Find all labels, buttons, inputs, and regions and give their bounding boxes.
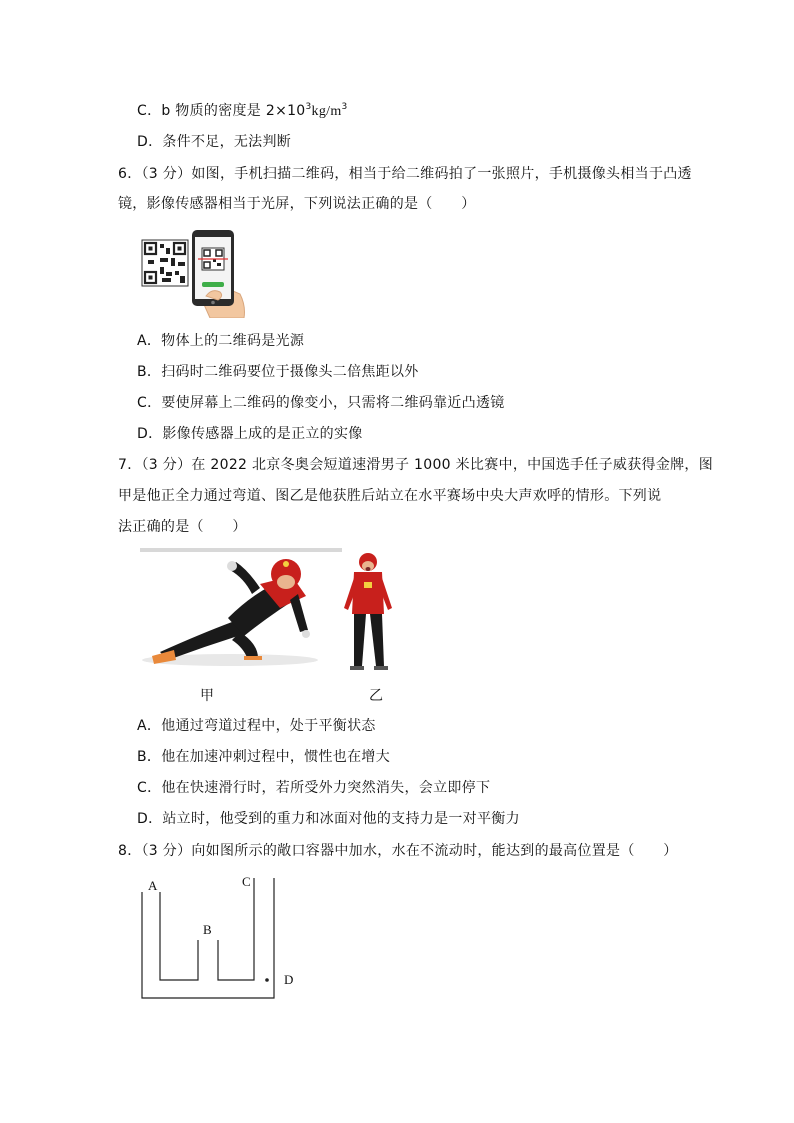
- q7-figure-yi-skater-standing: [338, 548, 398, 678]
- q6-option-b: B．扫码时二维码要位于摄像头二倍焦距以外: [137, 364, 419, 380]
- q7-option-b: B．他在加速冲刺过程中，惯性也在增大: [137, 749, 391, 765]
- q8-label-b: B: [203, 922, 212, 937]
- qr-code-image: [142, 240, 188, 286]
- q7-stem-line-3: 法正确的是（ ）: [118, 519, 247, 535]
- q5-option-d: D．条件不足，无法判断: [137, 134, 292, 150]
- q7-stem-line-1: 7．（3 分）在 2022 北京冬奥会短道速滑男子 1000 米比赛中，中国选手任子威获得金牌，图: [118, 457, 714, 473]
- q7-option-d: D．站立时，他受到的重力和冰面对他的支持力是一对平衡力: [137, 811, 520, 827]
- q7-option-c: C．他在快速滑行时，若所受外力突然消失，会立即停下: [137, 780, 491, 796]
- q8-label-a: A: [148, 878, 158, 893]
- q5-option-c-unit: kg/m: [311, 104, 342, 119]
- q7-option-a: A．他通过弯道过程中，处于平衡状态: [137, 718, 376, 734]
- q5-option-c-exponent: 3: [305, 102, 312, 112]
- q5-option-c: [137, 101, 348, 122]
- q8-stem: 8．（3 分）向如图所示的敞口容器中加水，水在不流动时，能达到的最高位置是（ ）: [118, 843, 678, 859]
- q5-option-c-unit-exponent: 3: [341, 102, 348, 112]
- q6-qr-phone-figure: [140, 226, 250, 318]
- q6-option-a: A．物体上的二维码是光源: [137, 333, 305, 349]
- q8-label-d: D: [284, 972, 294, 987]
- q6-stem-line-1: 6．（3 分）如图，手机扫描二维码，相当于给二维码拍了一张照片，手机摄像头相当于凸透: [118, 166, 692, 182]
- container-walls: [142, 878, 274, 998]
- q7-stem-line-2: 甲是他正全力通过弯道、图乙是他获胜后站立在水平赛场中央大声欢呼的情形。下列说: [118, 488, 662, 504]
- q7-caption-yi: 乙: [369, 688, 384, 704]
- q5-option-c-text: C．b 物质的密度是 2×10: [137, 103, 306, 119]
- q6-option-c: C．要使屏幕上二维码的像变小，只需将二维码靠近凸透镜: [137, 395, 505, 411]
- point-d-dot: [265, 978, 269, 982]
- q8-label-c: C: [242, 874, 251, 889]
- q7-caption-jia: 甲: [200, 688, 215, 704]
- q7-figure-jia-skater-cornering: [140, 548, 342, 670]
- q6-stem-line-2: 镜，影像传感器相当于光屏，下列说法正确的是（ ）: [118, 196, 476, 212]
- q6-option-d: D．影像传感器上成的是正立的实像: [137, 426, 363, 442]
